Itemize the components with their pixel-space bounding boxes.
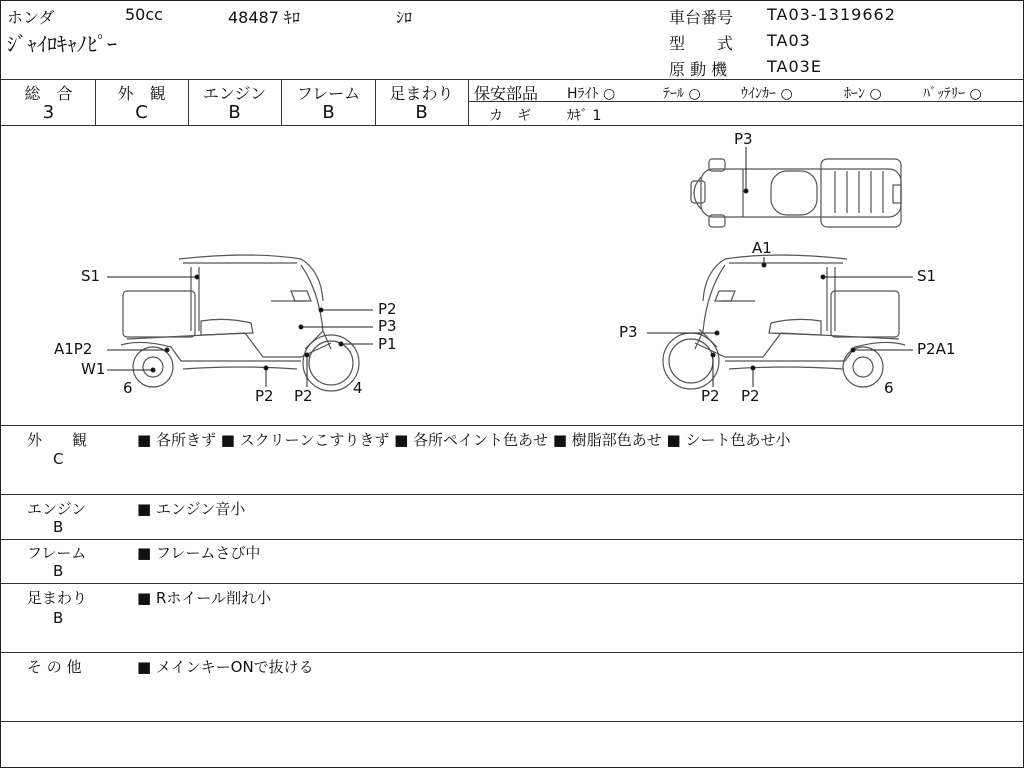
note-grade-engine: B [53, 518, 64, 536]
note-divider [1, 583, 1023, 584]
note-text-suspension: ■ Rホイール削れ小 [137, 589, 272, 607]
right-view-scooter [663, 255, 905, 389]
right-label-s1: S1 [917, 267, 937, 285]
note-category-exterior: 外 観 [27, 431, 88, 449]
note-text-engine: ■ エンジン音小 [137, 500, 246, 518]
chassis-label: 車台番号 [669, 8, 734, 27]
grade-header-suspension: 足まわり [389, 84, 454, 103]
color: ｼﾛ [396, 8, 413, 27]
left-label-p2-bottom-a: P2 [255, 387, 274, 405]
note-text-other: ■ メインキーONで抜ける [137, 658, 314, 676]
model-name: ｼﾞｬｲﾛｷｬﾉﾋﾟｰ [7, 32, 117, 56]
engine-value: TA03E [767, 57, 822, 76]
note-grade-frame: B [53, 562, 64, 580]
maker: ホンダ [7, 8, 55, 27]
safety-item-label: ﾎｰﾝ [844, 86, 865, 102]
note-divider [1, 721, 1023, 722]
left-label-p2-bottom-b: P2 [294, 387, 313, 405]
type-value: TA03 [767, 31, 811, 50]
displacement: 50cc [125, 5, 163, 24]
top-view-label-p3: P3 [734, 130, 753, 148]
grade-value-engine: B [228, 102, 241, 123]
grade-header-overall: 総 合 [24, 84, 73, 103]
engine-label: 原 動 機 [669, 60, 728, 79]
left-label-w1: W1 [81, 360, 106, 378]
mileage: 48487 ｷﾛ [228, 8, 300, 27]
grade-value-suspension: B [415, 102, 428, 123]
type-label: 型 式 [669, 34, 734, 53]
safety-item-mark: ○ [602, 86, 616, 102]
grade-header-frame: フレーム [296, 84, 361, 103]
chassis-value: TA03-1319662 [767, 5, 896, 24]
scooter-diagrams [1, 1, 1024, 769]
left-label-s1: S1 [81, 267, 101, 285]
note-text-frame: ■ フレームさび中 [137, 544, 261, 562]
note-text-exterior: ■ 各所きず ■ スクリーンこすりきず ■ 各所ペイント色あせ ■ 樹脂部色あせ ■ シート色あせ小 [137, 431, 791, 449]
grade-value-overall: 3 [42, 102, 55, 123]
note-category-engine: エンジン [27, 500, 87, 518]
left-label-6: 6 [123, 379, 133, 397]
note-grade-suspension: B [53, 609, 64, 627]
grade-header-exterior: 外 観 [117, 84, 166, 103]
safety-item-label: ﾊﾞｯﾃﾘｰ [923, 86, 965, 102]
note-divider [1, 539, 1023, 540]
note-divider [1, 652, 1023, 653]
safety-title: 保安部品 [474, 84, 539, 103]
safety-item-mark: ○ [869, 86, 882, 102]
right-label-p2a1: P2A1 [917, 340, 956, 358]
right-label-p2-bottom-b: P2 [741, 387, 760, 405]
right-label-6: 6 [884, 379, 894, 397]
note-category-other: そ の 他 [27, 658, 82, 676]
safety-item-mark: ○ [688, 86, 701, 102]
note-category-frame: フレーム [27, 544, 87, 562]
safety-item-label: ｳｲﾝｶｰ [741, 86, 776, 102]
top-view-scooter [691, 159, 901, 227]
safety-item-label: Hﾗｲﾄ [567, 86, 599, 102]
left-label-4: 4 [353, 379, 363, 397]
left-label-p3: P3 [378, 317, 397, 335]
key-value: ｶｷﾞ 1 [567, 108, 602, 124]
grade-header-engine: エンジン [202, 84, 267, 103]
right-label-a1: A1 [752, 239, 772, 257]
safety-item-mark: ○ [780, 86, 793, 102]
note-category-suspension: 足まわり [27, 589, 88, 607]
grade-value-exterior: C [135, 102, 148, 123]
grade-value-frame: B [322, 102, 335, 123]
note-grade-exterior: C [53, 450, 64, 468]
left-label-a1p2: A1P2 [54, 340, 93, 358]
safety-item-mark: ○ [969, 86, 982, 102]
note-divider [1, 494, 1023, 495]
left-label-p2-upper: P2 [378, 300, 397, 318]
key-label: カ ギ [489, 108, 531, 124]
right-label-p3: P3 [619, 323, 638, 341]
left-label-p1: P1 [378, 335, 397, 353]
safety-item-label: ﾃｰﾙ [663, 86, 684, 102]
right-label-p2-bottom-a: P2 [701, 387, 720, 405]
left-view-scooter [121, 255, 359, 391]
